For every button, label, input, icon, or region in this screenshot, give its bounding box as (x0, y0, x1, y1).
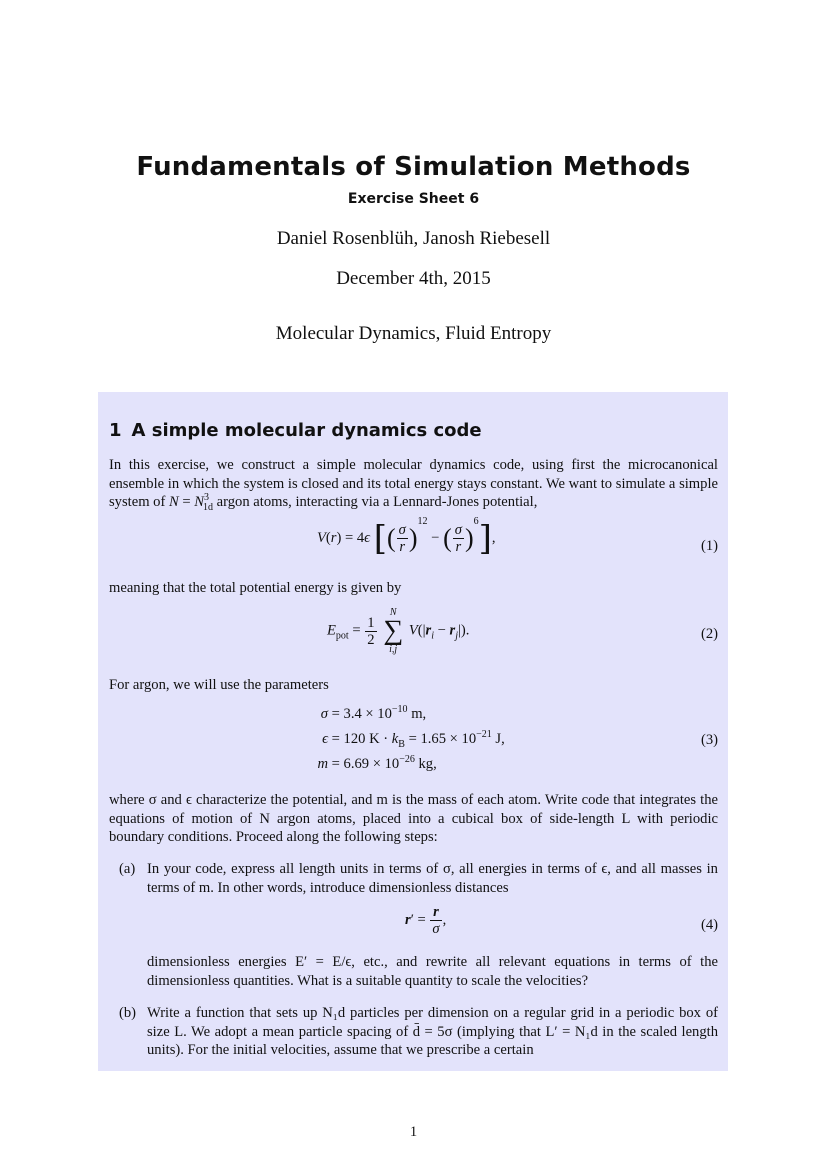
equation-number-3: (3) (700, 732, 718, 748)
topic: Molecular Dynamics, Fluid Entropy (275, 323, 552, 344)
item-b-label: (b) (119, 1005, 137, 1021)
section-title: A simple molecular dynamics code (131, 420, 482, 441)
item-a-label: (a) (119, 861, 136, 877)
intro-line-3b: argon atoms, interacting via a Lennard-Jones potential, (216, 494, 538, 510)
intro-line-1: In this exercise, we construct a simple molecular dynamics code, using first the microcanonical (109, 457, 718, 473)
item-b-text: Write a function that sets up N₁d particles per dimension on a regular grid in a periodic box of size L. We adopt a mean particle spacing of d̄ = 5σ (implying that L′ = N₁d in the scaled length units). For the initial velocities, assume that we prescribe a certain (147, 1005, 718, 1058)
potential-energy-formula: $E_{pot}$ = $\frac{1}{2}$ N ∑ i,j $V(|r_i - r_j|)$. (327, 607, 470, 655)
section-heading (109, 420, 482, 441)
equation-number-2: (2) (700, 626, 718, 642)
argon-params-text: For argon, we will use the parameters (109, 677, 329, 693)
page-number: 1 (409, 1124, 418, 1140)
dimensionless-distance-formula: r′ = $\frac{r}{\sigma}$ , (405, 904, 447, 937)
document-subtitle: Exercise Sheet 6 (347, 191, 480, 207)
item-a-after-text: dimensionless energies E′ = E/ϵ, etc., and rewrite all relevant equations in terms of the dimensionless quantities. What is a suitable quantity to scale the velocities? (147, 954, 718, 989)
equation-number-4: (4) (700, 917, 718, 933)
equation-number-1: (1) (700, 538, 718, 554)
intro-paragraph (109, 456, 718, 512)
lennard-jones-formula: V(r) = 4ϵ [( $\frac{\sigma}{r}$ )$^{12}$ − ( $\frac{\sigma}{r}$ )$^6$], (317, 516, 496, 559)
after-eq1-text: meaning that the total potential energy is given by (109, 580, 402, 596)
n-equals-expression: $N = N^3_{1d}$ (169, 492, 214, 513)
sigma-param: $\sigma = 3.4 \times 10^{-10}$ m, (320, 704, 427, 722)
equation-3 (109, 706, 718, 778)
document-title: Fundamentals of Simulation Methods (136, 152, 691, 182)
section-number: 1 (109, 420, 122, 441)
exercise-box (98, 392, 728, 1071)
intro-line-3a: simulate a simple system of (109, 475, 718, 510)
epsilon-param: ϵ = 120 $K \cdot k_B = 1.65 \times 10^{-21}$ J, (322, 729, 505, 750)
authors: Daniel Rosenblüh, Janosh Riebesell (276, 228, 551, 249)
after-eq3-paragraph: where σ and ϵ characterize the potential, and m is the mass of each atom. Write code that integrates the equations of motion of N argon atoms, placed into a cubical box of side-length L with periodic boundary conditions. Proceed along the following steps: (109, 792, 718, 845)
intro-line-2: ensemble in which the system is closed and its total energy stays constant. We want to (109, 475, 613, 492)
date: December 4th, 2015 (336, 268, 491, 289)
item-a-text: In your code, express all length units in terms of σ, all energies in terms of ϵ, and all masses in terms of m. In other words, introduce dimensionless distances (147, 861, 718, 896)
mass-param: $m = 6.69 \times 10^{-26}$ kg, (317, 754, 437, 772)
